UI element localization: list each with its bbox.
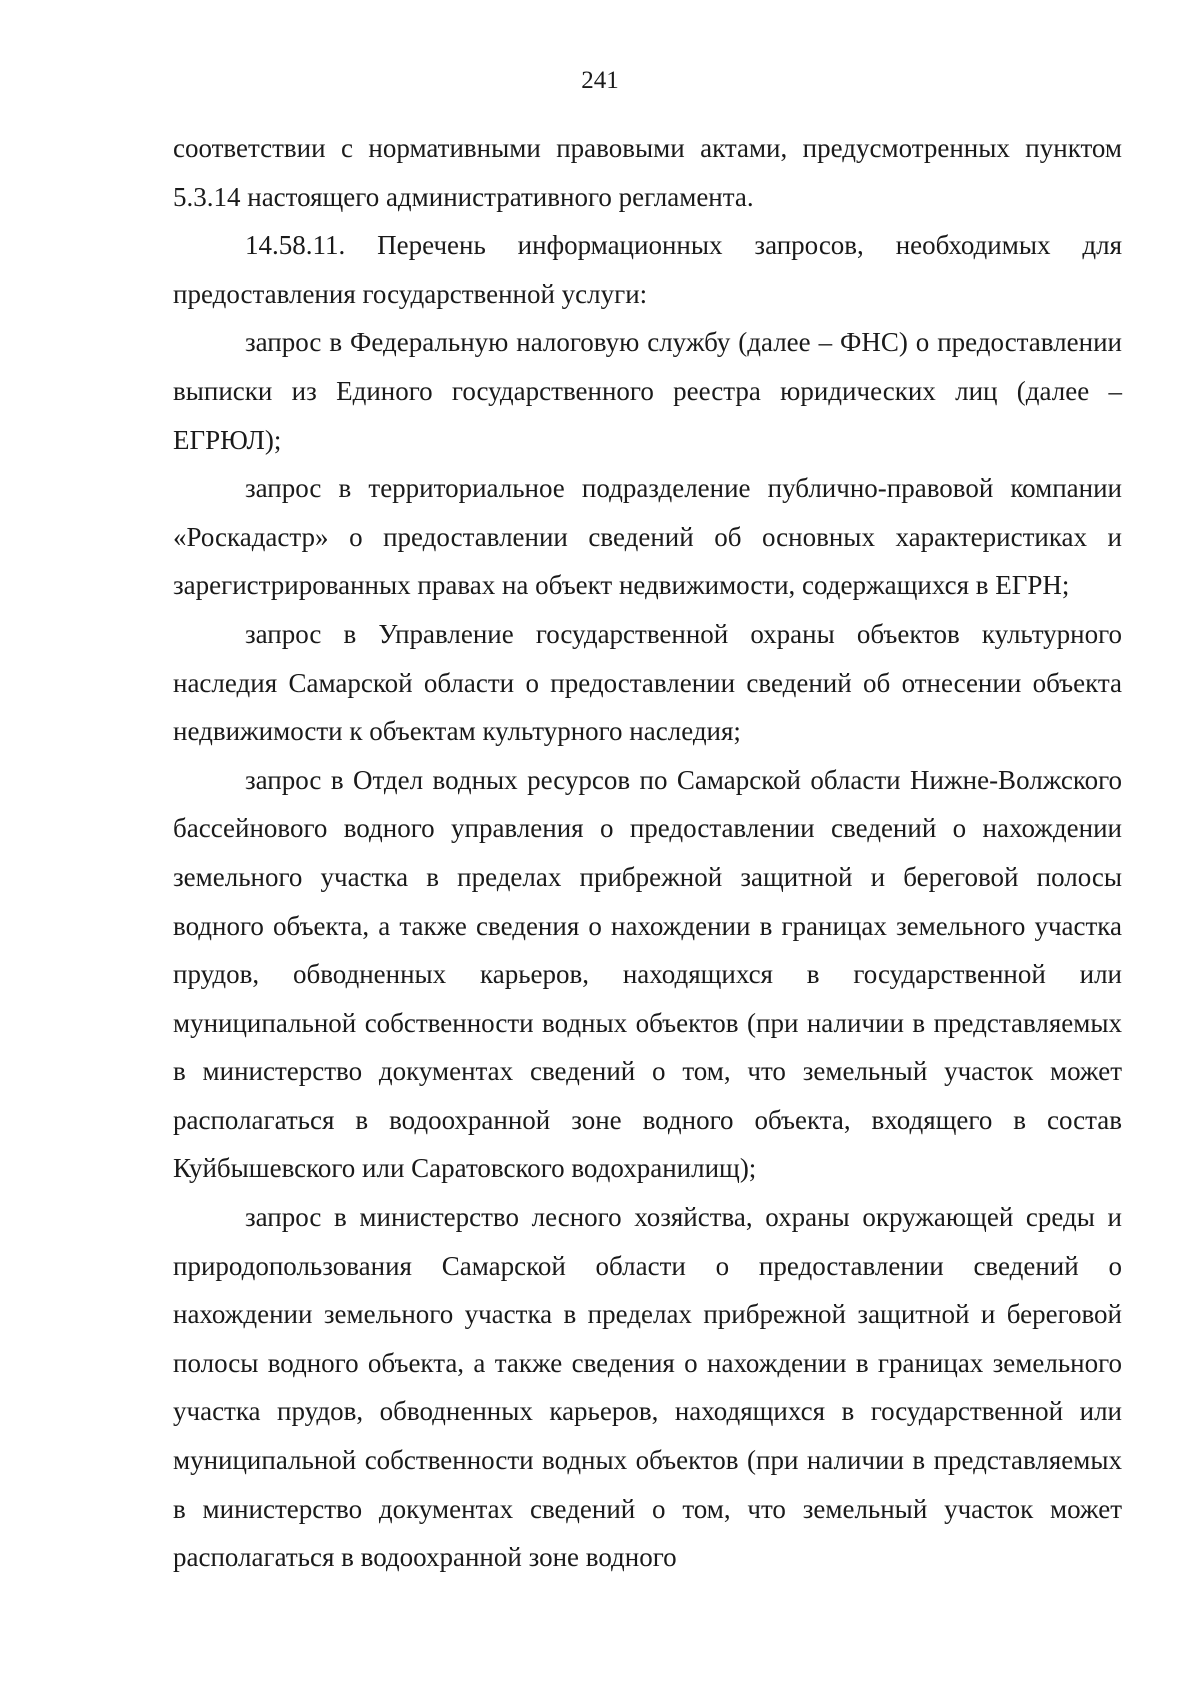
- paragraph-request-fns: запрос в Федеральную налоговую службу (далее – ФНС) о предоставлении выписки из Единого государственного реестра юридических лиц (далее – ЕГРЮЛ);: [173, 327, 1122, 455]
- paragraph-continuation: соответствии с нормативными правовыми актами, предусмотренных пунктом 5.3.14 настоящего административного регламента.: [173, 133, 1122, 212]
- paragraph-request-forestry-ministry: запрос в министерство лесного хозяйства, охраны окружающей среды и природопользования Самарской области о предоставлении сведений о нахождении земельного участка в пределах прибрежной защитной и береговой полосы водного объекта, а также сведения о нахождении в границах земельного участка прудов, обводненных карьеров, находящихся в государственной или муниципальной собственности водных объектов (при наличии в представляемых в министерство документах сведений о том, что земельный участок может располагаться в водоохранной зоне водного: [173, 1202, 1122, 1573]
- paragraph-request-water-resources: запрос в Отдел водных ресурсов по Самарской области Нижне-Волжского бассейнового водного управления о предоставлении сведений о нахождении земельного участка в пределах прибрежной защитной и береговой полосы водного объекта, а также сведения о нахождении в границах земельного участка прудов, обводненных карьеров, находящихся в государственной или муниципальной собственности водных объектов (при наличии в представляемых в министерство документах сведений о том, что земельный участок может располагаться в водоохранной зоне водного объекта, входящего в состав Куйбышевского или Саратовского водохранилищ);: [173, 764, 1122, 1184]
- page-number: 241: [581, 67, 619, 94]
- document-body: [173, 124, 1122, 1582]
- paragraph-request-cultural-heritage: запрос в Управление государственной охраны объектов культурного наследия Самарской области о предоставлении сведений об отнесении объекта недвижимости к объектам культурного наследия;: [173, 618, 1122, 747]
- paragraph-list-heading: 14.58.11. Перечень информационных запросов, необходимых для предоставления государственной услуги:: [173, 230, 1122, 309]
- paragraph-request-roskadastr: запрос в территориальное подразделение публично-правовой компании «Роскадастр» о предоставлении сведений об основных характеристиках и зарегистрированных правах на объект недвижимости, содержащихся в ЕГРН;: [173, 473, 1122, 601]
